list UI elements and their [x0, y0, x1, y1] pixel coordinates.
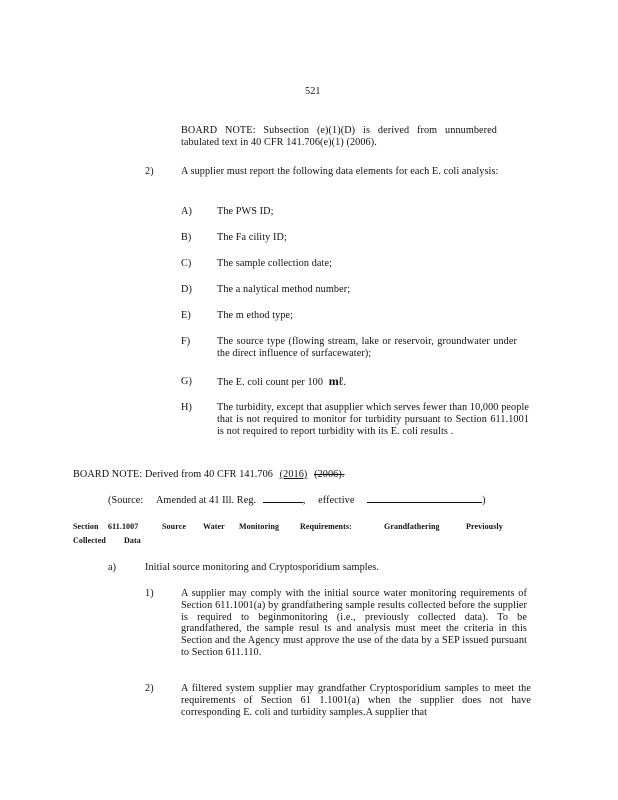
subitem-f-label: F): [181, 336, 191, 347]
subsection-a-label: a): [108, 562, 117, 573]
subsection-a-1-label: 1): [145, 588, 154, 599]
subitem-g-text: The E. coli count per 100: [217, 377, 324, 388]
subitem-h-text: The turbidity, except that asupplier which serves fewer than 10,000 people that is not required to monitor for turbidity pursuant to Section 611.1001 is not required to report turbidity with its E. coli results .: [217, 402, 529, 437]
subitem-e-text: The m ethod type;: [217, 310, 294, 321]
source-close: ): [482, 495, 486, 506]
subitem-g-line: [217, 376, 346, 389]
page-number: 521: [305, 86, 321, 97]
subsection-a-text: Initial source monitoring and Cryptosporidium samples.: [145, 562, 380, 573]
subsection-a-2-label: 2): [145, 683, 154, 694]
subitem-c-label: C): [181, 258, 192, 269]
subitem-a-text: The PWS ID;: [217, 206, 274, 217]
section-heading-word-1: Section: [73, 522, 99, 531]
register-blank: [263, 502, 303, 503]
top-board-note: BOARD NOTE: Subsection (e)(1)(D) is derived from unnumbered tabulated text in 40 CFR 141.706(e)(1) (2006).: [181, 125, 497, 148]
effective-date-blank: [367, 502, 482, 503]
board-note-2-inserted: (2016): [279, 469, 308, 480]
section-heading-word-10: Data: [124, 536, 141, 545]
section-heading-word-7: Grandfathering: [384, 522, 440, 531]
subsection-a-1-text: A supplier may comply with the initial source water monitoring requirements of Section 611.1001(a) by grandfathering sample results collected before the supplier is required to beginmonitoring (i.e., previously collected data). To be grandfathered, the sample resul ts and analysis must meet the criteria in this Section and the Agency must approve the use of the data by a SEP issued pursuant to Section 611.110.: [181, 588, 527, 658]
source-comma: ,: [302, 495, 306, 506]
board-note-2: [73, 469, 345, 481]
subitem-f-text: The source type (flowing stream, lake or reservoir, groundwater under the direct influence of surfacewater);: [217, 336, 517, 359]
unit-milliliter: mℓ: [328, 374, 344, 388]
subitem-g-end: .: [343, 377, 347, 388]
board-note-2-deleted: (2006): [314, 469, 342, 480]
subitem-d-label: D): [181, 284, 192, 295]
item-2-label: 2): [145, 166, 154, 177]
section-heading-word-2: 611.1007: [108, 522, 139, 531]
section-heading-word-5: Monitoring: [239, 522, 280, 531]
subitem-b-text: The Fa cility ID;: [217, 232, 287, 243]
subitem-g-label: G): [181, 376, 192, 387]
board-note-2-end: .: [341, 469, 345, 480]
section-heading-word-8: Previously: [466, 522, 503, 531]
source-amended: Amended at 41 Ill. Reg.: [155, 495, 257, 506]
source-line: [108, 495, 486, 507]
source-label: (Source:: [108, 495, 144, 506]
subitem-a-label: A): [181, 206, 192, 217]
board-note-2-text: BOARD NOTE: Derived from 40 CFR 141.706: [73, 469, 273, 480]
subitem-c-text: The sample collection date;: [217, 258, 333, 269]
section-heading-word-3: Source: [162, 522, 187, 531]
subitem-e-label: E): [181, 310, 191, 321]
subitem-b-label: B): [181, 232, 192, 243]
item-2-text: A supplier must report the following data elements for each E. coli analysis:: [181, 166, 499, 177]
subitem-h-label: H): [181, 402, 192, 413]
section-heading-word-6: Requirements:: [300, 522, 352, 531]
subitem-d-text: The a nalytical method number;: [217, 284, 351, 295]
section-heading-word-4: Water: [203, 522, 225, 531]
subsection-a-2-text: A filtered system supplier may grandfather Cryptosporidium samples to meet the requirements of Section 61 1.1001(a) when the supplier does not have corresponding E. coli and turbidity samples.A supplier that: [181, 683, 531, 718]
source-effective: effective: [318, 495, 355, 506]
section-heading-word-9: Collected: [73, 536, 106, 545]
